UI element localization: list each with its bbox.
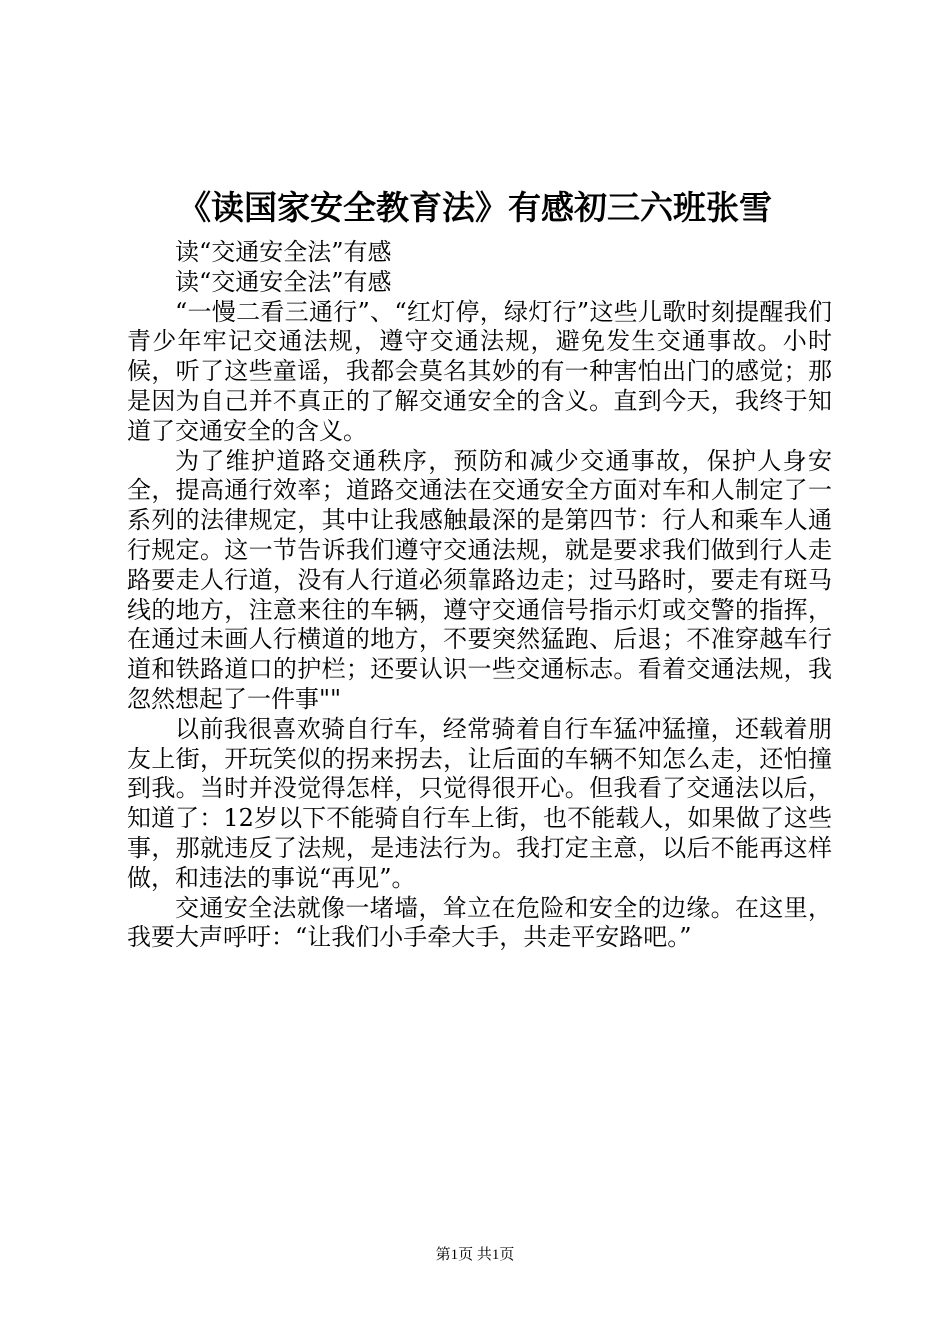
paragraph-traffic-law: 为了维护道路交通秩序，预防和减少交通事故，保护人身安全，提高通行效率；道路交通法在交通安全方面对车和人制定了一系列的法律规定，其中让我感触最深的是第四节：行人和乘车人通行规定。这一节告诉我们遵守交通法规，就是要求我们做到行人走路要走人行道，没有人行道必须靠路边走；过马路时，要走有斑马线的地方，注意来往的车辆，遵守交通信号指示灯或交警的指挥，在通过未画人行横道的地方，不要突然猛跑、后退；不准穿越车行道和铁路道口的护栏；还要认识一些交通标志。看着交通法规，我忽然想起了一件事"" — [127, 446, 832, 713]
paragraph-subtitle-2: 读“交通安全法”有感 — [175, 267, 392, 296]
paragraph-conclusion: 交通安全法就像一堵墙，耸立在危险和安全的边缘。在这里，我要大声呼吁：“让我们小手牵大手，共走平安路吧。” — [127, 893, 832, 952]
document-title: 《读国家安全教育法》有感初三六班张雪 — [178, 188, 772, 227]
paragraph-intro: “一慢二看三通行”、“红灯停，绿灯行”这些儿歌时刻提醒我们青少年牢记交通法规，遵守交通法规，避免发生交通事故。小时候，听了这些童谣，我都会莫名其妙的有一种害怕出门的感觉；那是因为自己并不真正的了解交通安全的含义。直到今天，我终于知道了交通安全的含义。 — [127, 297, 832, 445]
page-footer: 第1页 共1页 — [435, 1247, 515, 1263]
document-body — [127, 238, 832, 953]
paragraph-subtitle-1: 读“交通安全法”有感 — [175, 238, 392, 266]
paragraph-bicycle-story: 以前我很喜欢骑自行车，经常骑着自行车猛冲猛撞，还载着朋友上街，开玩笑似的拐来拐去，让后面的车辆不知怎么走，还怕撞到我。当时并没觉得怎样，只觉得很开心。但我看了交通法以后，知道了：12岁以下不能骑自行车上街，也不能载人，如果做了这些事，那就违反了法规，是违法行为。我打定主意，以后不能再这样做，和违法的事说“再见”。 — [127, 714, 832, 892]
